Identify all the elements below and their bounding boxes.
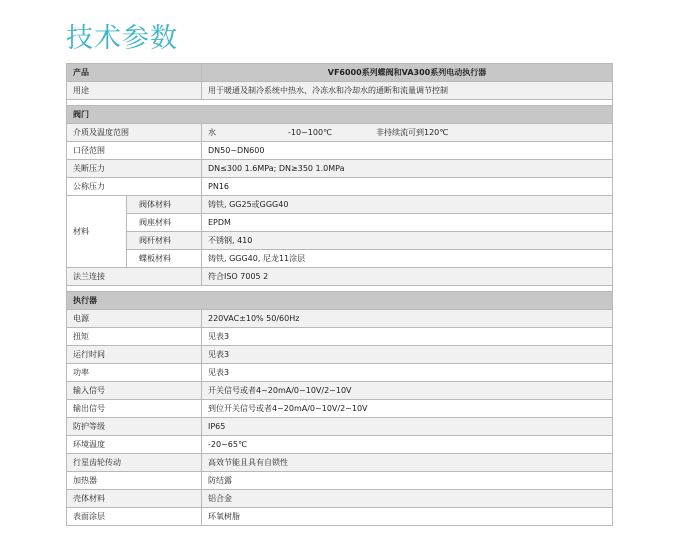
table-row [67, 178, 613, 196]
table-row [67, 268, 613, 286]
row-label: 扭矩 [67, 328, 202, 346]
row-value: PN16 [202, 178, 613, 196]
row-value: 高效节能且具有自锁性 [202, 454, 613, 472]
table-row [67, 472, 613, 490]
table-header-row [67, 64, 613, 82]
table-row [67, 196, 613, 214]
row-label: 加热器 [67, 472, 202, 490]
page-title: 技术参数 [66, 23, 178, 54]
row-value: 防结露 [202, 472, 613, 490]
section-row [67, 106, 613, 124]
row-label: 壳体材料 [67, 490, 202, 508]
row-label: 输出信号 [67, 400, 202, 418]
product-label: 产品 [67, 64, 202, 82]
row-value: 220VAC±10% 50/60Hz [202, 310, 613, 328]
table-row [67, 436, 613, 454]
table-row [67, 508, 613, 526]
row-label: 输入信号 [67, 382, 202, 400]
usage-value: 用于暖通及制冷系统中热水、冷冻水和冷却水的通断和流量调节控制 [202, 82, 613, 100]
row-label: 关断压力 [67, 160, 202, 178]
section-valve: 阀门 [67, 106, 613, 124]
usage-label: 用途 [67, 82, 202, 100]
medium-value-3: 非持续流可到120℃ [376, 128, 449, 137]
row-value: 铝合金 [202, 490, 613, 508]
medium-value-2: -10~100℃ [288, 128, 333, 137]
material-label: 材料 [67, 196, 127, 268]
material-sub-value: EPDM [202, 214, 613, 232]
row-label: 防护等级 [67, 418, 202, 436]
row-value: 开关信号或者4~20mA/0~10V/2~10V [202, 382, 613, 400]
material-sub-label: 蝶板材料 [127, 250, 202, 268]
table-row [67, 346, 613, 364]
table-row [67, 328, 613, 346]
row-value: DN50~DN600 [202, 142, 613, 160]
table-row [67, 382, 613, 400]
row-label: 表面涂层 [67, 508, 202, 526]
table-row [67, 310, 613, 328]
medium-value-1: 水 [208, 128, 216, 137]
material-sub-label: 阀体材料 [127, 196, 202, 214]
row-label: 口径范围 [67, 142, 202, 160]
table-row [67, 82, 613, 100]
flange-label: 法兰连接 [67, 268, 202, 286]
medium-label: 介质及温度范围 [67, 124, 202, 142]
row-label: 行星齿轮传动 [67, 454, 202, 472]
product-value: VF6000系列蝶阀和VA300系列电动执行器 [202, 64, 613, 82]
row-label: 公称压力 [67, 178, 202, 196]
spec-table [66, 63, 613, 526]
table-row [67, 364, 613, 382]
row-label: 环境温度 [67, 436, 202, 454]
row-value: -20~65℃ [202, 436, 613, 454]
table-row [67, 454, 613, 472]
table-row [67, 142, 613, 160]
material-sub-value: 铸铁, GGG40, 尼龙11涂层 [202, 250, 613, 268]
row-value: 见表3 [202, 364, 613, 382]
table-row [67, 232, 613, 250]
row-value: 环氧树脂 [202, 508, 613, 526]
row-label: 运行时间 [67, 346, 202, 364]
table-row [67, 490, 613, 508]
material-sub-label: 阀杆材料 [127, 232, 202, 250]
row-value: 见表3 [202, 346, 613, 364]
table-row [67, 418, 613, 436]
row-label: 电源 [67, 310, 202, 328]
row-value: 到位开关信号或者4~20mA/0~10V/2~10V [202, 400, 613, 418]
row-label: 功率 [67, 364, 202, 382]
table-row [67, 124, 613, 142]
table-row [67, 400, 613, 418]
flange-value: 符合ISO 7005 2 [202, 268, 613, 286]
material-sub-label: 阀座材料 [127, 214, 202, 232]
row-value: IP65 [202, 418, 613, 436]
table-row [67, 214, 613, 232]
material-sub-value: 不锈钢, 410 [202, 232, 613, 250]
medium-value [202, 124, 613, 142]
section-actuator: 执行器 [67, 292, 613, 310]
table-row [67, 160, 613, 178]
row-value: 见表3 [202, 328, 613, 346]
table-row [67, 250, 613, 268]
row-value: DN≤300 1.6MPa; DN≥350 1.0MPa [202, 160, 613, 178]
material-sub-value: 铸铁, GG25或GGG40 [202, 196, 613, 214]
section-row [67, 292, 613, 310]
